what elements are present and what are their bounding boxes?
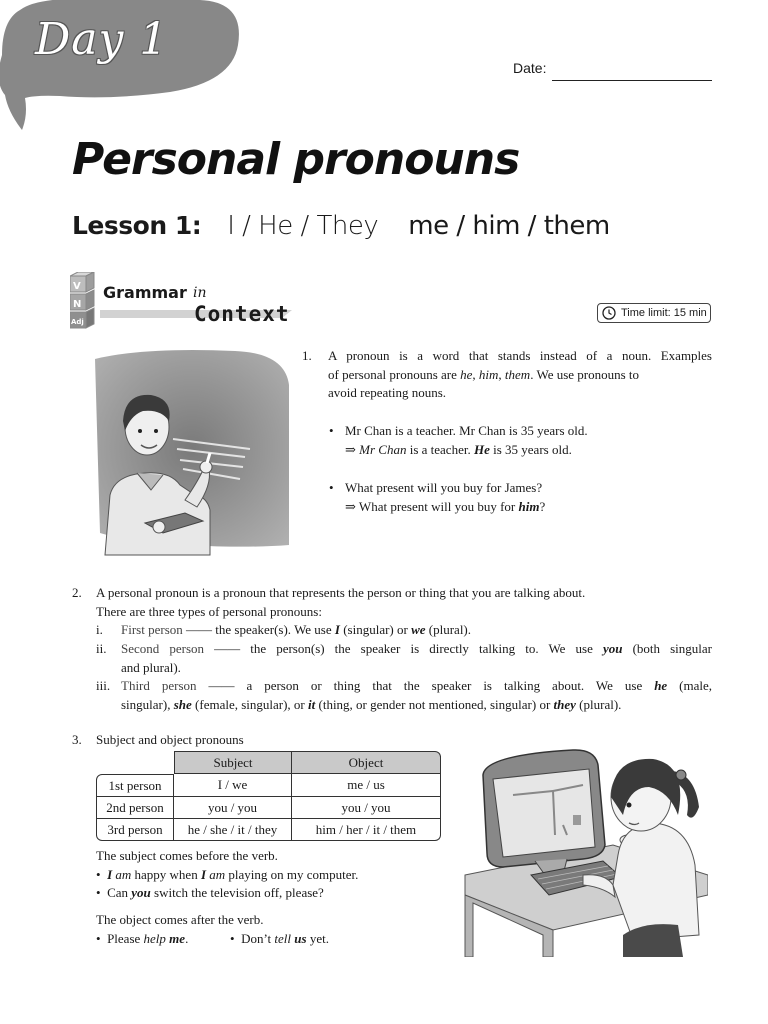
example-1 bbox=[345, 422, 588, 459]
context-word: Context bbox=[194, 302, 290, 326]
day-label: Day 1 bbox=[35, 14, 169, 65]
item-i-text: First person —— the speaker(s). We use I (singular) or we (plural). bbox=[121, 622, 472, 637]
column-header-subject: Subject bbox=[174, 751, 292, 774]
example-1-rewrite: ⇒ Mr Chan is a teacher. He is 35 years old. bbox=[345, 441, 572, 457]
subject-cell: I / we bbox=[174, 774, 292, 797]
section-1-line-2: of personal pronouns are he, him, them. We use pronouns to bbox=[328, 366, 640, 382]
section-2-text bbox=[96, 584, 712, 621]
svg-text:V: V bbox=[73, 281, 81, 292]
object-cell: him / her / it / them bbox=[292, 819, 441, 841]
subject-example-1: • I am happy when I am playing on my computer. bbox=[96, 867, 359, 882]
object-example-2: • Don’t tell us yet. bbox=[230, 931, 329, 946]
object-cell: me / us bbox=[292, 774, 441, 797]
section-3-number: 3. bbox=[72, 732, 82, 747]
table-row bbox=[96, 774, 441, 797]
section-1-line-3: avoid repeating nouns. bbox=[328, 385, 447, 401]
item-iii-numeral: iii. bbox=[96, 678, 111, 693]
clock-icon bbox=[602, 306, 616, 320]
svg-text:Adj: Adj bbox=[71, 318, 84, 326]
section-3-heading: Subject and object pronouns bbox=[96, 732, 244, 747]
lesson-object-forms: me / him / them bbox=[408, 211, 610, 241]
example-2-sentence: What present will you buy for James? bbox=[345, 480, 543, 495]
section-1-text bbox=[328, 347, 712, 403]
example-1-bullet: • bbox=[329, 423, 334, 438]
example-2-bullet: • bbox=[329, 480, 334, 495]
subject-note: The subject comes before the verb. bbox=[96, 848, 278, 863]
girl-computer-illustration bbox=[463, 735, 708, 957]
time-limit-badge bbox=[597, 303, 711, 323]
section-2-number: 2. bbox=[72, 585, 82, 600]
example-1-sentence: Mr Chan is a teacher. Mr Chan is 35 years old. bbox=[345, 423, 588, 438]
item-ii-text: Second person —— the person(s) the speaker is directly talking to. We use you (both singular and plural). bbox=[121, 641, 713, 675]
lesson-heading bbox=[72, 210, 610, 242]
letter-block-adj-icon bbox=[70, 308, 94, 328]
object-note: The object comes after the verb. bbox=[96, 912, 264, 927]
row-label: 1st person bbox=[96, 774, 174, 797]
table-row bbox=[96, 797, 441, 819]
grammar-in-word: in bbox=[193, 285, 207, 301]
lesson-number: Lesson 1: bbox=[72, 211, 202, 240]
table-header-row bbox=[96, 751, 441, 774]
date-input-line[interactable] bbox=[552, 80, 712, 81]
column-header-object: Object bbox=[292, 751, 441, 774]
row-label: 2nd person bbox=[96, 797, 174, 819]
row-label: 3rd person bbox=[96, 819, 174, 841]
date-label: Date: bbox=[513, 60, 547, 76]
example-2 bbox=[345, 479, 545, 516]
pronoun-table bbox=[96, 751, 441, 841]
object-example-1: • Please help me. bbox=[96, 931, 189, 946]
subject-cell: you / you bbox=[174, 797, 292, 819]
subject-example-2: • Can you switch the television off, please? bbox=[96, 885, 324, 900]
section-1-number: 1. bbox=[302, 348, 312, 363]
section-2-line-2: There are three types of personal pronouns: bbox=[96, 603, 322, 619]
item-iii-text: Third person —— a person or thing that the speaker is talking about. We use he (male, singular), she (female, singular), or it (thing, or gender not mentioned, singular) or they (plural). bbox=[121, 678, 713, 712]
page-title: Personal pronouns bbox=[72, 134, 520, 185]
item-ii-numeral: ii. bbox=[96, 641, 107, 656]
subject-cell: he / she / it / they bbox=[174, 819, 292, 841]
grammar-word: Grammar bbox=[103, 283, 187, 302]
svg-text:N: N bbox=[73, 299, 82, 310]
lesson-subject-forms: I / He / They bbox=[227, 211, 379, 241]
teacher-illustration bbox=[85, 345, 290, 563]
time-limit-text: Time limit: 15 min bbox=[621, 307, 707, 319]
object-cell: you / you bbox=[292, 797, 441, 819]
section-1-line-1: A pronoun is a word that stands instead of a noun. Examples bbox=[328, 348, 712, 363]
letter-block-n-icon bbox=[70, 290, 94, 310]
table-row bbox=[96, 819, 441, 841]
letter-block-v-icon bbox=[70, 272, 94, 292]
item-i-numeral: i. bbox=[96, 622, 103, 637]
example-2-rewrite: ⇒ What present will you buy for him? bbox=[345, 498, 546, 514]
section-2-line-1: A personal pronoun is a pronoun that represents the person or thing that you are talking about. bbox=[96, 585, 586, 600]
